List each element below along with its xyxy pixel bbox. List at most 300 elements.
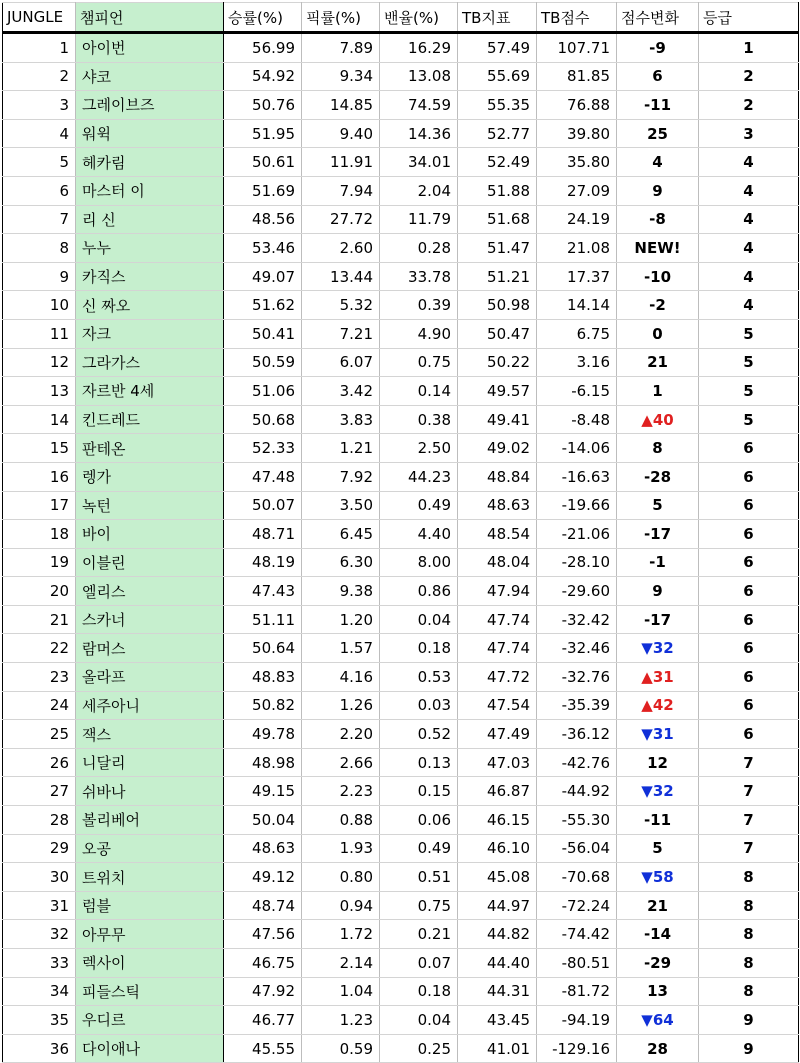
grade-cell[interactable]: 8 xyxy=(699,920,799,949)
tb-score-cell[interactable]: -32.76 xyxy=(537,663,617,692)
ban-rate-cell[interactable]: 0.39 xyxy=(380,291,458,320)
header-champion[interactable]: 챔피언 xyxy=(76,3,224,33)
tb-score-cell[interactable]: -70.68 xyxy=(537,863,617,892)
grade-cell[interactable]: 6 xyxy=(699,663,799,692)
win-rate-cell[interactable]: 45.55 xyxy=(224,1034,302,1063)
tb-index-cell[interactable]: 43.45 xyxy=(458,1006,537,1035)
ban-rate-cell[interactable]: 0.28 xyxy=(380,234,458,263)
ban-rate-cell[interactable]: 2.04 xyxy=(380,176,458,205)
win-rate-cell[interactable]: 50.41 xyxy=(224,319,302,348)
tb-score-cell[interactable]: -36.12 xyxy=(537,720,617,749)
pick-rate-cell[interactable]: 2.60 xyxy=(302,234,380,263)
tb-index-cell[interactable]: 52.77 xyxy=(458,119,537,148)
grade-cell[interactable]: 6 xyxy=(699,520,799,549)
score-change-cell[interactable]: -17 xyxy=(617,605,699,634)
pick-rate-cell[interactable]: 1.72 xyxy=(302,920,380,949)
win-rate-cell[interactable]: 50.04 xyxy=(224,806,302,835)
grade-cell[interactable]: 7 xyxy=(699,777,799,806)
grade-cell[interactable]: 6 xyxy=(699,434,799,463)
rank-cell[interactable]: 19 xyxy=(3,548,76,577)
rank-cell[interactable]: 35 xyxy=(3,1006,76,1035)
ban-rate-cell[interactable]: 4.40 xyxy=(380,520,458,549)
rank-cell[interactable]: 24 xyxy=(3,691,76,720)
champion-name-cell[interactable]: 신 짜오 xyxy=(76,291,224,320)
header-tb-index[interactable]: TB지표 xyxy=(458,3,537,33)
ban-rate-cell[interactable]: 0.52 xyxy=(380,720,458,749)
score-change-cell[interactable]: 9 xyxy=(617,577,699,606)
champion-name-cell[interactable]: 올라프 xyxy=(76,663,224,692)
tb-score-cell[interactable]: 35.80 xyxy=(537,148,617,177)
score-change-cell[interactable]: 13 xyxy=(617,977,699,1006)
tb-score-cell[interactable]: -8.48 xyxy=(537,405,617,434)
score-change-cell[interactable]: 4 xyxy=(617,148,699,177)
rank-cell[interactable]: 6 xyxy=(3,176,76,205)
win-rate-cell[interactable]: 51.62 xyxy=(224,291,302,320)
grade-cell[interactable]: 4 xyxy=(699,176,799,205)
ban-rate-cell[interactable]: 14.36 xyxy=(380,119,458,148)
grade-cell[interactable]: 3 xyxy=(699,119,799,148)
pick-rate-cell[interactable]: 2.23 xyxy=(302,777,380,806)
ban-rate-cell[interactable]: 0.21 xyxy=(380,920,458,949)
score-change-cell[interactable]: -8 xyxy=(617,205,699,234)
grade-cell[interactable]: 1 xyxy=(699,33,799,63)
tb-score-cell[interactable]: 39.80 xyxy=(537,119,617,148)
grade-cell[interactable]: 5 xyxy=(699,348,799,377)
rank-cell[interactable]: 36 xyxy=(3,1034,76,1063)
pick-rate-cell[interactable]: 6.30 xyxy=(302,548,380,577)
pick-rate-cell[interactable]: 0.88 xyxy=(302,806,380,835)
grade-cell[interactable]: 8 xyxy=(699,863,799,892)
grade-cell[interactable]: 7 xyxy=(699,748,799,777)
ban-rate-cell[interactable]: 0.07 xyxy=(380,949,458,978)
tb-index-cell[interactable]: 51.68 xyxy=(458,205,537,234)
tb-score-cell[interactable]: -55.30 xyxy=(537,806,617,835)
win-rate-cell[interactable]: 50.59 xyxy=(224,348,302,377)
tb-index-cell[interactable]: 55.35 xyxy=(458,91,537,120)
score-change-cell[interactable]: ▲31 xyxy=(617,663,699,692)
pick-rate-cell[interactable]: 1.57 xyxy=(302,634,380,663)
header-score-change[interactable]: 점수변화 xyxy=(617,3,699,33)
tb-score-cell[interactable]: 6.75 xyxy=(537,319,617,348)
tb-score-cell[interactable]: -28.10 xyxy=(537,548,617,577)
champion-name-cell[interactable]: 다이애나 xyxy=(76,1034,224,1063)
tb-score-cell[interactable]: 81.85 xyxy=(537,62,617,91)
grade-cell[interactable]: 2 xyxy=(699,91,799,120)
win-rate-cell[interactable]: 49.07 xyxy=(224,262,302,291)
win-rate-cell[interactable]: 50.68 xyxy=(224,405,302,434)
tb-index-cell[interactable]: 46.10 xyxy=(458,834,537,863)
tb-index-cell[interactable]: 49.41 xyxy=(458,405,537,434)
win-rate-cell[interactable]: 46.75 xyxy=(224,949,302,978)
ban-rate-cell[interactable]: 0.86 xyxy=(380,577,458,606)
champion-name-cell[interactable]: 우디르 xyxy=(76,1006,224,1035)
tb-score-cell[interactable]: -29.60 xyxy=(537,577,617,606)
grade-cell[interactable]: 4 xyxy=(699,148,799,177)
grade-cell[interactable]: 5 xyxy=(699,377,799,406)
tb-index-cell[interactable]: 46.15 xyxy=(458,806,537,835)
rank-cell[interactable]: 11 xyxy=(3,319,76,348)
champion-name-cell[interactable]: 바이 xyxy=(76,520,224,549)
score-change-cell[interactable]: ▼31 xyxy=(617,720,699,749)
grade-cell[interactable]: 7 xyxy=(699,834,799,863)
rank-cell[interactable]: 20 xyxy=(3,577,76,606)
pick-rate-cell[interactable]: 7.89 xyxy=(302,33,380,63)
tb-score-cell[interactable]: -44.92 xyxy=(537,777,617,806)
champion-name-cell[interactable]: 리 신 xyxy=(76,205,224,234)
tb-index-cell[interactable]: 48.04 xyxy=(458,548,537,577)
pick-rate-cell[interactable]: 7.94 xyxy=(302,176,380,205)
ban-rate-cell[interactable]: 44.23 xyxy=(380,462,458,491)
rank-cell[interactable]: 21 xyxy=(3,605,76,634)
ban-rate-cell[interactable]: 0.38 xyxy=(380,405,458,434)
tb-score-cell[interactable]: -81.72 xyxy=(537,977,617,1006)
score-change-cell[interactable]: 5 xyxy=(617,834,699,863)
pick-rate-cell[interactable]: 9.40 xyxy=(302,119,380,148)
rank-cell[interactable]: 30 xyxy=(3,863,76,892)
tb-score-cell[interactable]: 17.37 xyxy=(537,262,617,291)
grade-cell[interactable]: 8 xyxy=(699,949,799,978)
tb-index-cell[interactable]: 55.69 xyxy=(458,62,537,91)
tb-index-cell[interactable]: 48.54 xyxy=(458,520,537,549)
pick-rate-cell[interactable]: 3.83 xyxy=(302,405,380,434)
pick-rate-cell[interactable]: 4.16 xyxy=(302,663,380,692)
tb-index-cell[interactable]: 47.03 xyxy=(458,748,537,777)
score-change-cell[interactable]: 12 xyxy=(617,748,699,777)
score-change-cell[interactable]: -1 xyxy=(617,548,699,577)
pick-rate-cell[interactable]: 6.07 xyxy=(302,348,380,377)
win-rate-cell[interactable]: 46.77 xyxy=(224,1006,302,1035)
grade-cell[interactable]: 6 xyxy=(699,462,799,491)
rank-cell[interactable]: 17 xyxy=(3,491,76,520)
tb-score-cell[interactable]: -74.42 xyxy=(537,920,617,949)
tb-score-cell[interactable]: -129.16 xyxy=(537,1034,617,1063)
rank-cell[interactable]: 13 xyxy=(3,377,76,406)
champion-name-cell[interactable]: 헤카림 xyxy=(76,148,224,177)
pick-rate-cell[interactable]: 11.91 xyxy=(302,148,380,177)
score-change-cell[interactable]: 8 xyxy=(617,434,699,463)
pick-rate-cell[interactable]: 1.04 xyxy=(302,977,380,1006)
tb-index-cell[interactable]: 47.74 xyxy=(458,634,537,663)
rank-cell[interactable]: 3 xyxy=(3,91,76,120)
tb-score-cell[interactable]: 14.14 xyxy=(537,291,617,320)
tb-index-cell[interactable]: 44.40 xyxy=(458,949,537,978)
score-change-cell[interactable]: ▼32 xyxy=(617,777,699,806)
ban-rate-cell[interactable]: 0.04 xyxy=(380,1006,458,1035)
champion-name-cell[interactable]: 킨드레드 xyxy=(76,405,224,434)
tb-score-cell[interactable]: -6.15 xyxy=(537,377,617,406)
pick-rate-cell[interactable]: 1.26 xyxy=(302,691,380,720)
win-rate-cell[interactable]: 48.56 xyxy=(224,205,302,234)
score-change-cell[interactable]: 21 xyxy=(617,891,699,920)
ban-rate-cell[interactable]: 0.06 xyxy=(380,806,458,835)
grade-cell[interactable]: 8 xyxy=(699,891,799,920)
tb-index-cell[interactable]: 48.84 xyxy=(458,462,537,491)
rank-cell[interactable]: 4 xyxy=(3,119,76,148)
win-rate-cell[interactable]: 56.99 xyxy=(224,33,302,63)
champion-name-cell[interactable]: 렉사이 xyxy=(76,949,224,978)
pick-rate-cell[interactable]: 2.14 xyxy=(302,949,380,978)
pick-rate-cell[interactable]: 1.23 xyxy=(302,1006,380,1035)
ban-rate-cell[interactable]: 8.00 xyxy=(380,548,458,577)
score-change-cell[interactable]: -10 xyxy=(617,262,699,291)
tb-index-cell[interactable]: 52.49 xyxy=(458,148,537,177)
score-change-cell[interactable]: -2 xyxy=(617,291,699,320)
rank-cell[interactable]: 22 xyxy=(3,634,76,663)
tb-index-cell[interactable]: 47.94 xyxy=(458,577,537,606)
pick-rate-cell[interactable]: 6.45 xyxy=(302,520,380,549)
win-rate-cell[interactable]: 48.71 xyxy=(224,520,302,549)
score-change-cell[interactable]: -17 xyxy=(617,520,699,549)
champion-name-cell[interactable]: 람머스 xyxy=(76,634,224,663)
pick-rate-cell[interactable]: 3.50 xyxy=(302,491,380,520)
tb-score-cell[interactable]: -94.19 xyxy=(537,1006,617,1035)
tb-index-cell[interactable]: 51.88 xyxy=(458,176,537,205)
score-change-cell[interactable]: ▲40 xyxy=(617,405,699,434)
rank-cell[interactable]: 34 xyxy=(3,977,76,1006)
win-rate-cell[interactable]: 49.12 xyxy=(224,863,302,892)
champion-name-cell[interactable]: 세주아니 xyxy=(76,691,224,720)
rank-cell[interactable]: 28 xyxy=(3,806,76,835)
tb-index-cell[interactable]: 46.87 xyxy=(458,777,537,806)
win-rate-cell[interactable]: 51.69 xyxy=(224,176,302,205)
tb-score-cell[interactable]: -56.04 xyxy=(537,834,617,863)
ban-rate-cell[interactable]: 0.13 xyxy=(380,748,458,777)
tb-score-cell[interactable]: -42.76 xyxy=(537,748,617,777)
grade-cell[interactable]: 4 xyxy=(699,291,799,320)
pick-rate-cell[interactable]: 9.34 xyxy=(302,62,380,91)
grade-cell[interactable]: 9 xyxy=(699,1034,799,1063)
win-rate-cell[interactable]: 50.07 xyxy=(224,491,302,520)
tb-index-cell[interactable]: 44.31 xyxy=(458,977,537,1006)
tb-index-cell[interactable]: 44.82 xyxy=(458,920,537,949)
tb-score-cell[interactable]: -14.06 xyxy=(537,434,617,463)
rank-cell[interactable]: 31 xyxy=(3,891,76,920)
score-change-cell[interactable]: NEW! xyxy=(617,234,699,263)
grade-cell[interactable]: 8 xyxy=(699,977,799,1006)
ban-rate-cell[interactable]: 0.18 xyxy=(380,977,458,1006)
pick-rate-cell[interactable]: 1.20 xyxy=(302,605,380,634)
champion-name-cell[interactable]: 그라가스 xyxy=(76,348,224,377)
header-jungle[interactable]: JUNGLE xyxy=(3,3,76,33)
score-change-cell[interactable]: 25 xyxy=(617,119,699,148)
tb-index-cell[interactable]: 50.98 xyxy=(458,291,537,320)
tb-index-cell[interactable]: 41.01 xyxy=(458,1034,537,1063)
grade-cell[interactable]: 6 xyxy=(699,577,799,606)
tb-index-cell[interactable]: 48.63 xyxy=(458,491,537,520)
champion-name-cell[interactable]: 아무무 xyxy=(76,920,224,949)
rank-cell[interactable]: 7 xyxy=(3,205,76,234)
tb-score-cell[interactable]: 21.08 xyxy=(537,234,617,263)
score-change-cell[interactable]: 6 xyxy=(617,62,699,91)
win-rate-cell[interactable]: 51.11 xyxy=(224,605,302,634)
win-rate-cell[interactable]: 47.43 xyxy=(224,577,302,606)
score-change-cell[interactable]: 0 xyxy=(617,319,699,348)
grade-cell[interactable]: 6 xyxy=(699,634,799,663)
rank-cell[interactable]: 32 xyxy=(3,920,76,949)
score-change-cell[interactable]: ▲42 xyxy=(617,691,699,720)
ban-rate-cell[interactable]: 74.59 xyxy=(380,91,458,120)
champion-name-cell[interactable]: 판테온 xyxy=(76,434,224,463)
grade-cell[interactable]: 6 xyxy=(699,691,799,720)
score-change-cell[interactable]: ▼32 xyxy=(617,634,699,663)
score-change-cell[interactable]: 28 xyxy=(617,1034,699,1063)
tb-score-cell[interactable]: 107.71 xyxy=(537,33,617,63)
champion-name-cell[interactable]: 아이번 xyxy=(76,33,224,63)
win-rate-cell[interactable]: 50.64 xyxy=(224,634,302,663)
rank-cell[interactable]: 12 xyxy=(3,348,76,377)
rank-cell[interactable]: 33 xyxy=(3,949,76,978)
rank-cell[interactable]: 14 xyxy=(3,405,76,434)
ban-rate-cell[interactable]: 0.03 xyxy=(380,691,458,720)
ban-rate-cell[interactable]: 0.25 xyxy=(380,1034,458,1063)
win-rate-cell[interactable]: 52.33 xyxy=(224,434,302,463)
win-rate-cell[interactable]: 48.74 xyxy=(224,891,302,920)
champion-name-cell[interactable]: 마스터 이 xyxy=(76,176,224,205)
tb-index-cell[interactable]: 45.08 xyxy=(458,863,537,892)
win-rate-cell[interactable]: 48.63 xyxy=(224,834,302,863)
ban-rate-cell[interactable]: 4.90 xyxy=(380,319,458,348)
tb-score-cell[interactable]: -32.42 xyxy=(537,605,617,634)
win-rate-cell[interactable]: 50.82 xyxy=(224,691,302,720)
pick-rate-cell[interactable]: 13.44 xyxy=(302,262,380,291)
ban-rate-cell[interactable]: 13.08 xyxy=(380,62,458,91)
header-win-rate[interactable]: 승률(%) xyxy=(224,3,302,33)
pick-rate-cell[interactable]: 1.21 xyxy=(302,434,380,463)
tb-index-cell[interactable]: 44.97 xyxy=(458,891,537,920)
pick-rate-cell[interactable]: 1.93 xyxy=(302,834,380,863)
champion-name-cell[interactable]: 스카너 xyxy=(76,605,224,634)
rank-cell[interactable]: 23 xyxy=(3,663,76,692)
ban-rate-cell[interactable]: 0.04 xyxy=(380,605,458,634)
ban-rate-cell[interactable]: 16.29 xyxy=(380,33,458,63)
tb-score-cell[interactable]: 3.16 xyxy=(537,348,617,377)
champion-name-cell[interactable]: 카직스 xyxy=(76,262,224,291)
score-change-cell[interactable]: -9 xyxy=(617,33,699,63)
grade-cell[interactable]: 5 xyxy=(699,405,799,434)
champion-name-cell[interactable]: 샤코 xyxy=(76,62,224,91)
champion-name-cell[interactable]: 렝가 xyxy=(76,462,224,491)
tb-score-cell[interactable]: 27.09 xyxy=(537,176,617,205)
tb-index-cell[interactable]: 47.74 xyxy=(458,605,537,634)
grade-cell[interactable]: 7 xyxy=(699,806,799,835)
tb-score-cell[interactable]: 24.19 xyxy=(537,205,617,234)
ban-rate-cell[interactable]: 0.49 xyxy=(380,491,458,520)
score-change-cell[interactable]: -11 xyxy=(617,806,699,835)
pick-rate-cell[interactable]: 7.21 xyxy=(302,319,380,348)
tb-index-cell[interactable]: 51.47 xyxy=(458,234,537,263)
rank-cell[interactable]: 9 xyxy=(3,262,76,291)
score-change-cell[interactable]: 1 xyxy=(617,377,699,406)
ban-rate-cell[interactable]: 11.79 xyxy=(380,205,458,234)
win-rate-cell[interactable]: 47.48 xyxy=(224,462,302,491)
score-change-cell[interactable]: 9 xyxy=(617,176,699,205)
grade-cell[interactable]: 4 xyxy=(699,234,799,263)
tb-index-cell[interactable]: 50.22 xyxy=(458,348,537,377)
grade-cell[interactable]: 6 xyxy=(699,720,799,749)
pick-rate-cell[interactable]: 0.80 xyxy=(302,863,380,892)
champion-name-cell[interactable]: 녹턴 xyxy=(76,491,224,520)
tb-index-cell[interactable]: 50.47 xyxy=(458,319,537,348)
champion-name-cell[interactable]: 이블린 xyxy=(76,548,224,577)
tb-index-cell[interactable]: 49.02 xyxy=(458,434,537,463)
tb-index-cell[interactable]: 47.49 xyxy=(458,720,537,749)
grade-cell[interactable]: 6 xyxy=(699,605,799,634)
tb-index-cell[interactable]: 49.57 xyxy=(458,377,537,406)
tb-index-cell[interactable]: 47.54 xyxy=(458,691,537,720)
score-change-cell[interactable]: -11 xyxy=(617,91,699,120)
rank-cell[interactable]: 16 xyxy=(3,462,76,491)
grade-cell[interactable]: 2 xyxy=(699,62,799,91)
win-rate-cell[interactable]: 50.61 xyxy=(224,148,302,177)
win-rate-cell[interactable]: 50.76 xyxy=(224,91,302,120)
ban-rate-cell[interactable]: 0.53 xyxy=(380,663,458,692)
rank-cell[interactable]: 29 xyxy=(3,834,76,863)
ban-rate-cell[interactable]: 0.15 xyxy=(380,777,458,806)
pick-rate-cell[interactable]: 7.92 xyxy=(302,462,380,491)
tb-score-cell[interactable]: -72.24 xyxy=(537,891,617,920)
score-change-cell[interactable]: 21 xyxy=(617,348,699,377)
champion-name-cell[interactable]: 잭스 xyxy=(76,720,224,749)
ban-rate-cell[interactable]: 0.14 xyxy=(380,377,458,406)
header-grade[interactable]: 등급 xyxy=(699,3,799,33)
champion-name-cell[interactable]: 오공 xyxy=(76,834,224,863)
pick-rate-cell[interactable]: 14.85 xyxy=(302,91,380,120)
pick-rate-cell[interactable]: 2.66 xyxy=(302,748,380,777)
champion-name-cell[interactable]: 그레이브즈 xyxy=(76,91,224,120)
champion-name-cell[interactable]: 피들스틱 xyxy=(76,977,224,1006)
header-pick-rate[interactable]: 픽률(%) xyxy=(302,3,380,33)
grade-cell[interactable]: 6 xyxy=(699,548,799,577)
tb-score-cell[interactable]: -21.06 xyxy=(537,520,617,549)
score-change-cell[interactable]: ▼64 xyxy=(617,1006,699,1035)
tb-index-cell[interactable]: 47.72 xyxy=(458,663,537,692)
tb-score-cell[interactable]: -19.66 xyxy=(537,491,617,520)
rank-cell[interactable]: 1 xyxy=(3,33,76,63)
rank-cell[interactable]: 2 xyxy=(3,62,76,91)
score-change-cell[interactable]: 5 xyxy=(617,491,699,520)
rank-cell[interactable]: 10 xyxy=(3,291,76,320)
pick-rate-cell[interactable]: 0.94 xyxy=(302,891,380,920)
pick-rate-cell[interactable]: 9.38 xyxy=(302,577,380,606)
ban-rate-cell[interactable]: 34.01 xyxy=(380,148,458,177)
score-change-cell[interactable]: -28 xyxy=(617,462,699,491)
win-rate-cell[interactable]: 48.19 xyxy=(224,548,302,577)
ban-rate-cell[interactable]: 0.75 xyxy=(380,348,458,377)
pick-rate-cell[interactable]: 2.20 xyxy=(302,720,380,749)
rank-cell[interactable]: 18 xyxy=(3,520,76,549)
champion-name-cell[interactable]: 자르반 4세 xyxy=(76,377,224,406)
win-rate-cell[interactable]: 48.98 xyxy=(224,748,302,777)
tb-score-cell[interactable]: -80.51 xyxy=(537,949,617,978)
win-rate-cell[interactable]: 51.95 xyxy=(224,119,302,148)
ban-rate-cell[interactable]: 2.50 xyxy=(380,434,458,463)
tb-score-cell[interactable]: 76.88 xyxy=(537,91,617,120)
grade-cell[interactable]: 6 xyxy=(699,491,799,520)
ban-rate-cell[interactable]: 0.51 xyxy=(380,863,458,892)
rank-cell[interactable]: 15 xyxy=(3,434,76,463)
grade-cell[interactable]: 4 xyxy=(699,205,799,234)
win-rate-cell[interactable]: 47.56 xyxy=(224,920,302,949)
win-rate-cell[interactable]: 51.06 xyxy=(224,377,302,406)
header-tb-score[interactable]: TB점수 xyxy=(537,3,617,33)
win-rate-cell[interactable]: 49.15 xyxy=(224,777,302,806)
ban-rate-cell[interactable]: 0.75 xyxy=(380,891,458,920)
tb-score-cell[interactable]: -35.39 xyxy=(537,691,617,720)
rank-cell[interactable]: 26 xyxy=(3,748,76,777)
champion-name-cell[interactable]: 자크 xyxy=(76,319,224,348)
rank-cell[interactable]: 5 xyxy=(3,148,76,177)
tb-score-cell[interactable]: -16.63 xyxy=(537,462,617,491)
